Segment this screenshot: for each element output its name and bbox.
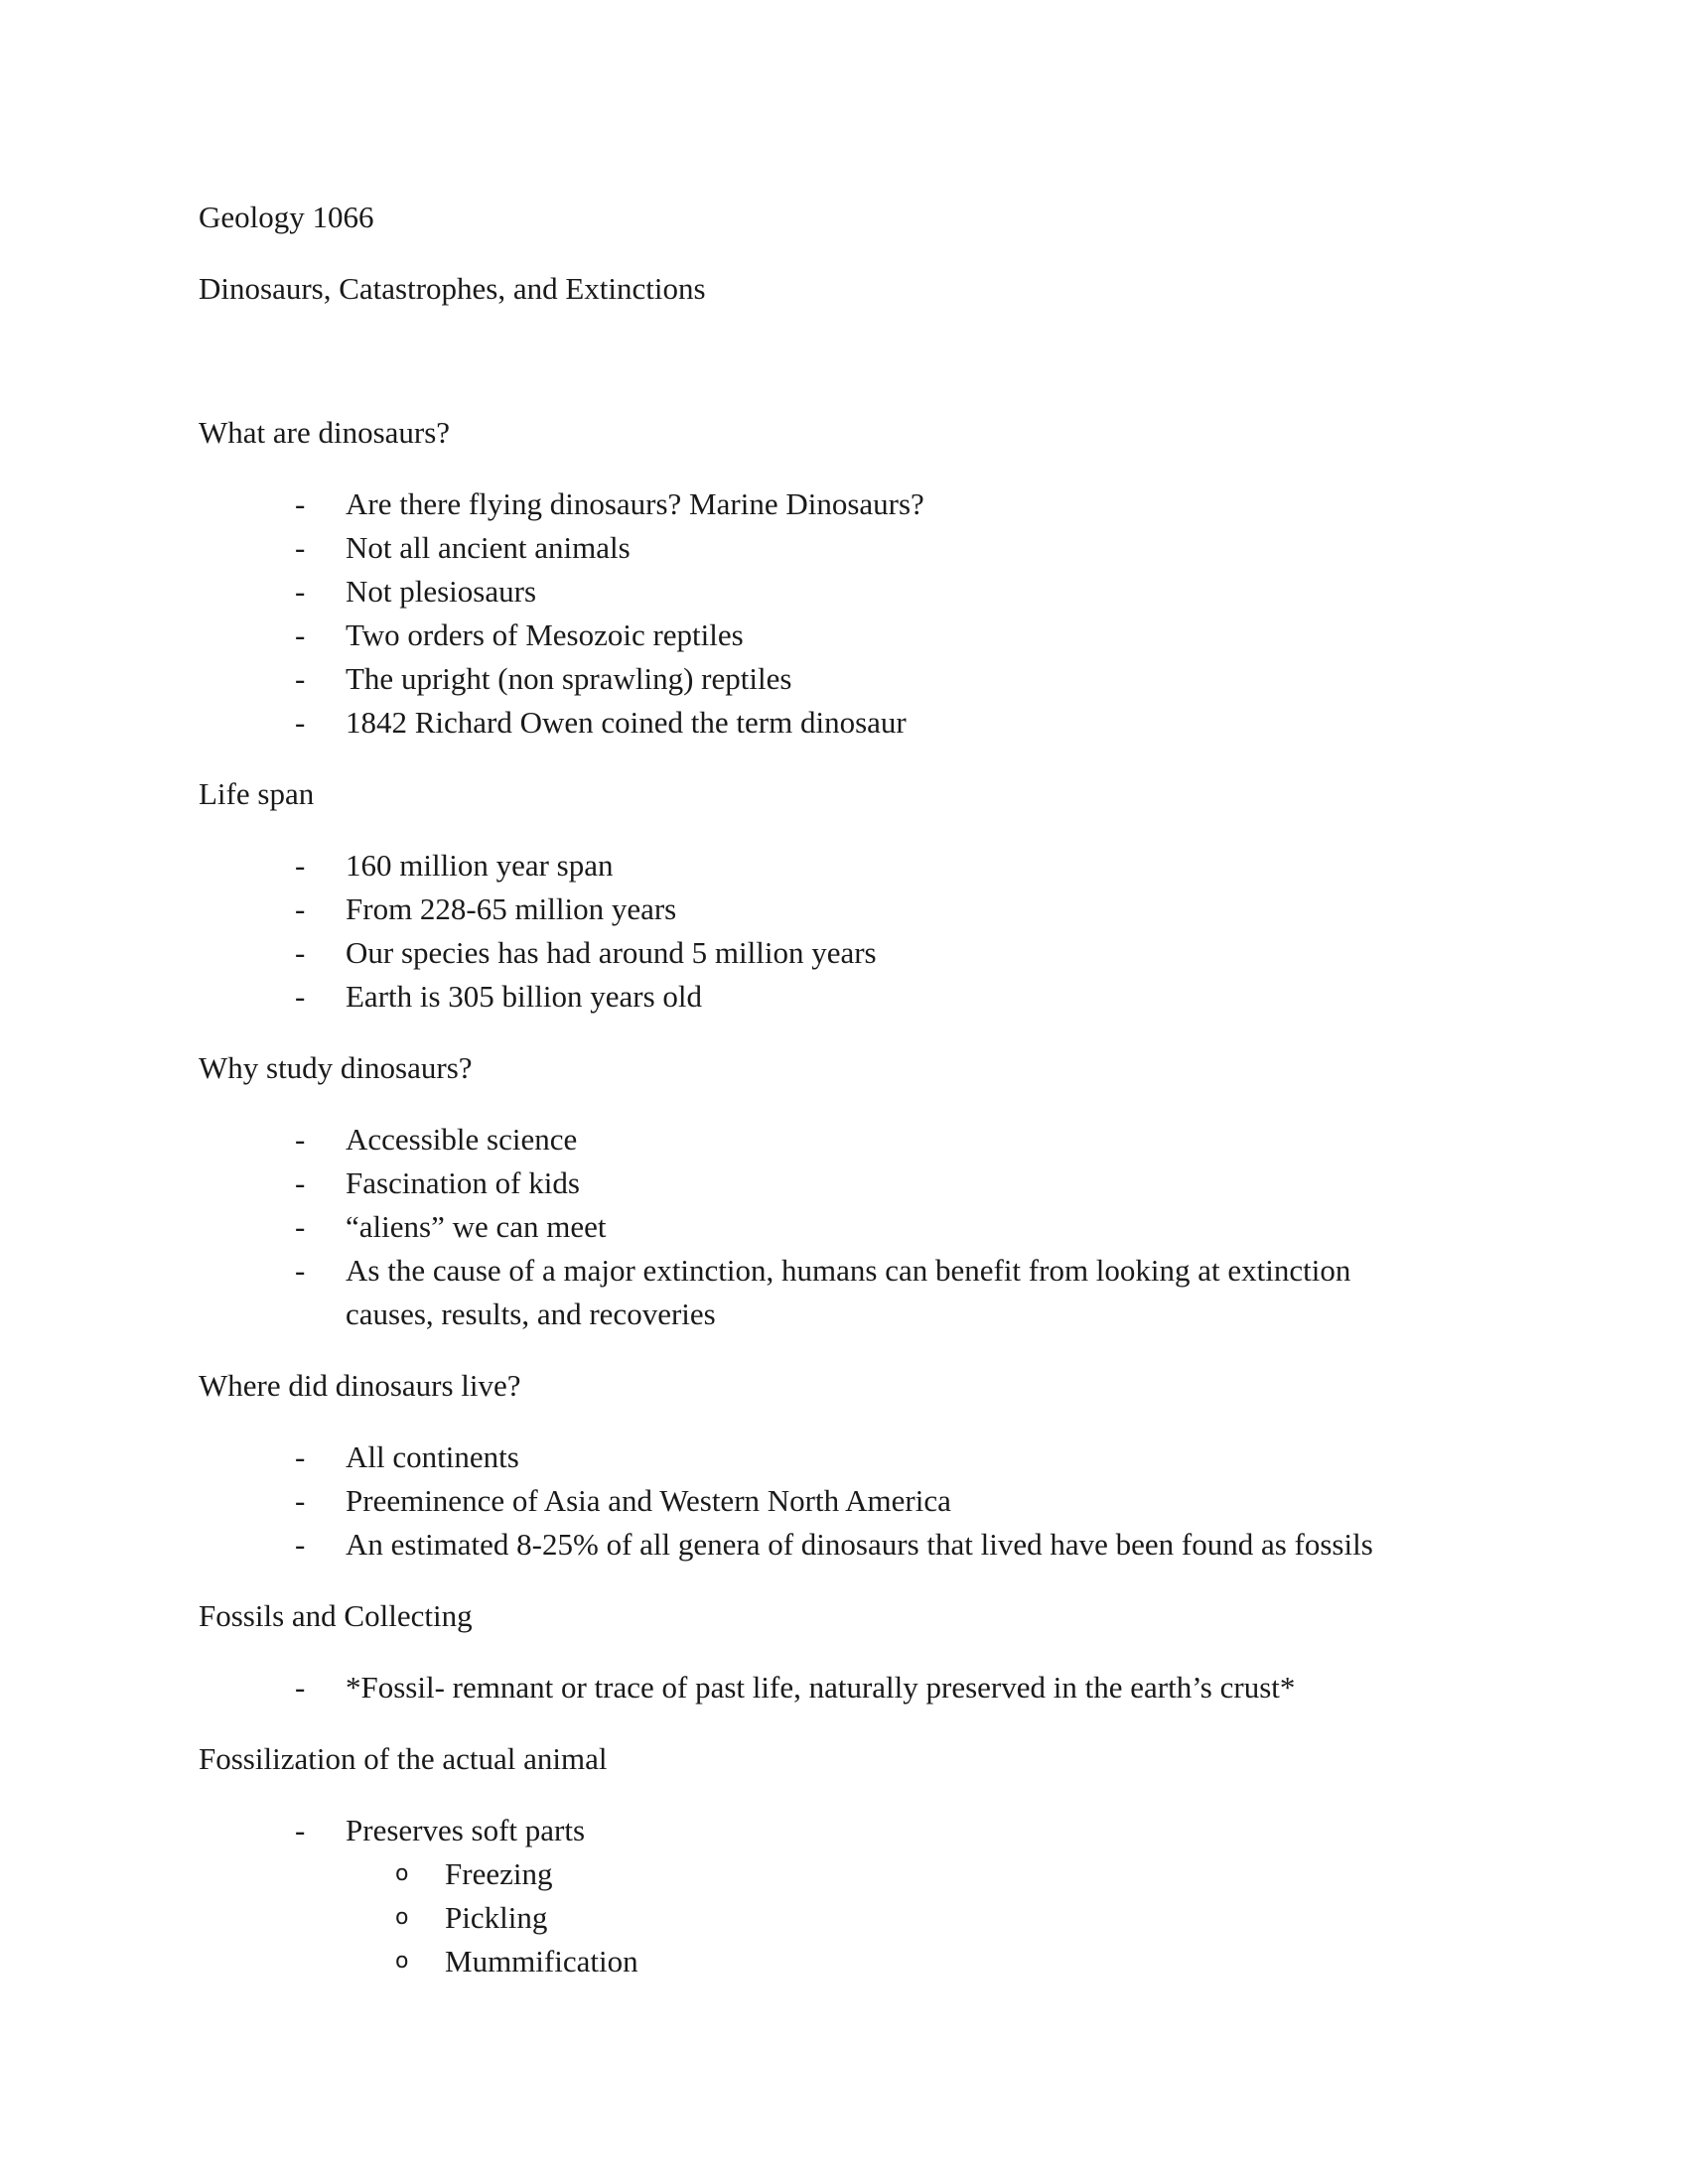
- list-item: - *Fossil- remnant or trace of past life, naturally preserved in the earth’s crust*: [199, 1666, 1509, 1709]
- bullet-list-fossils-and-collecting: [199, 1666, 1509, 1709]
- list-item: - An estimated 8-25% of all genera of dinosaurs that lived have been found as fossils: [199, 1523, 1509, 1567]
- document-title: Dinosaurs, Catastrophes, and Extinctions: [199, 271, 706, 306]
- dash-bullet-icon: -: [295, 1483, 306, 1518]
- dash-bullet-icon: -: [295, 574, 306, 609]
- dash-bullet-icon: -: [295, 1813, 306, 1847]
- dash-bullet-icon: -: [295, 661, 306, 696]
- list-item: - Accessible science: [199, 1118, 1509, 1161]
- list-item: - As the cause of a major extinction, humans can benefit from looking at extinction causes, results, and recoveries: [199, 1249, 1509, 1336]
- list-item: - All continents: [199, 1435, 1509, 1479]
- list-item: - Earth is 305 billion years old: [199, 975, 1509, 1019]
- dash-bullet-icon: -: [295, 1527, 306, 1562]
- dash-bullet-icon: -: [295, 1122, 306, 1157]
- list-item: - Our species has had around 5 million years: [199, 931, 1509, 975]
- list-item: - From 228-65 million years: [199, 887, 1509, 931]
- list-item: - Not all ancient animals: [199, 526, 1509, 570]
- dash-bullet-icon: -: [295, 979, 306, 1014]
- dash-bullet-icon: -: [295, 891, 306, 926]
- section-heading-where-did-dinosaurs-live: Where did dinosaurs live?: [199, 1368, 521, 1403]
- section-heading-why-study-dinosaurs: Why study dinosaurs?: [199, 1050, 473, 1085]
- circle-bullet-icon: o: [395, 1905, 409, 1930]
- dash-bullet-icon: -: [295, 1670, 306, 1705]
- section-heading-life-span: Life span: [199, 776, 315, 811]
- list-item: - Are there flying dinosaurs? Marine Dinosaurs?: [199, 482, 1509, 526]
- list-item: - Preserves soft parts: [199, 1809, 1509, 1852]
- bullet-list-life-span: [199, 844, 1509, 1019]
- list-item: - “aliens” we can meet: [199, 1205, 1509, 1249]
- dash-bullet-icon: -: [295, 1165, 306, 1200]
- dash-bullet-icon: -: [295, 1253, 306, 1288]
- sub-list-item: o Mummification: [199, 1940, 1509, 1983]
- sub-bullet-list-preservation-methods: [199, 1852, 1509, 1983]
- circle-bullet-icon: o: [395, 1949, 409, 1974]
- bullet-list-why-study-dinosaurs: [199, 1118, 1509, 1336]
- dash-bullet-icon: -: [295, 617, 306, 652]
- list-item: - Preeminence of Asia and Western North America: [199, 1479, 1509, 1523]
- section-heading-fossils-and-collecting: Fossils and Collecting: [199, 1598, 473, 1633]
- list-item: - Not plesiosaurs: [199, 570, 1509, 614]
- course-title: Geology 1066: [199, 200, 374, 234]
- document-body: [199, 196, 1509, 1983]
- dash-bullet-icon: -: [295, 486, 306, 521]
- list-item: - 1842 Richard Owen coined the term dinosaur: [199, 701, 1509, 745]
- section-heading-what-are-dinosaurs: What are dinosaurs?: [199, 415, 451, 450]
- dash-bullet-icon: -: [295, 848, 306, 883]
- dash-bullet-icon: -: [295, 935, 306, 970]
- bullet-list-where-did-dinosaurs-live: [199, 1435, 1509, 1567]
- dash-bullet-icon: -: [295, 530, 306, 565]
- dash-bullet-icon: -: [295, 1439, 306, 1474]
- circle-bullet-icon: o: [395, 1861, 409, 1886]
- bullet-list-what-are-dinosaurs: [199, 482, 1509, 745]
- dash-bullet-icon: -: [295, 1209, 306, 1244]
- sub-list-item: o Freezing: [199, 1852, 1509, 1896]
- dash-bullet-icon: -: [295, 705, 306, 740]
- list-item: - Fascination of kids: [199, 1161, 1509, 1205]
- sub-list-item: o Pickling: [199, 1896, 1509, 1940]
- list-item: - The upright (non sprawling) reptiles: [199, 657, 1509, 701]
- section-heading-fossilization: Fossilization of the actual animal: [199, 1741, 608, 1776]
- list-item: - 160 million year span: [199, 844, 1509, 887]
- bullet-list-fossilization: [199, 1809, 1509, 1852]
- list-item: - Two orders of Mesozoic reptiles: [199, 614, 1509, 657]
